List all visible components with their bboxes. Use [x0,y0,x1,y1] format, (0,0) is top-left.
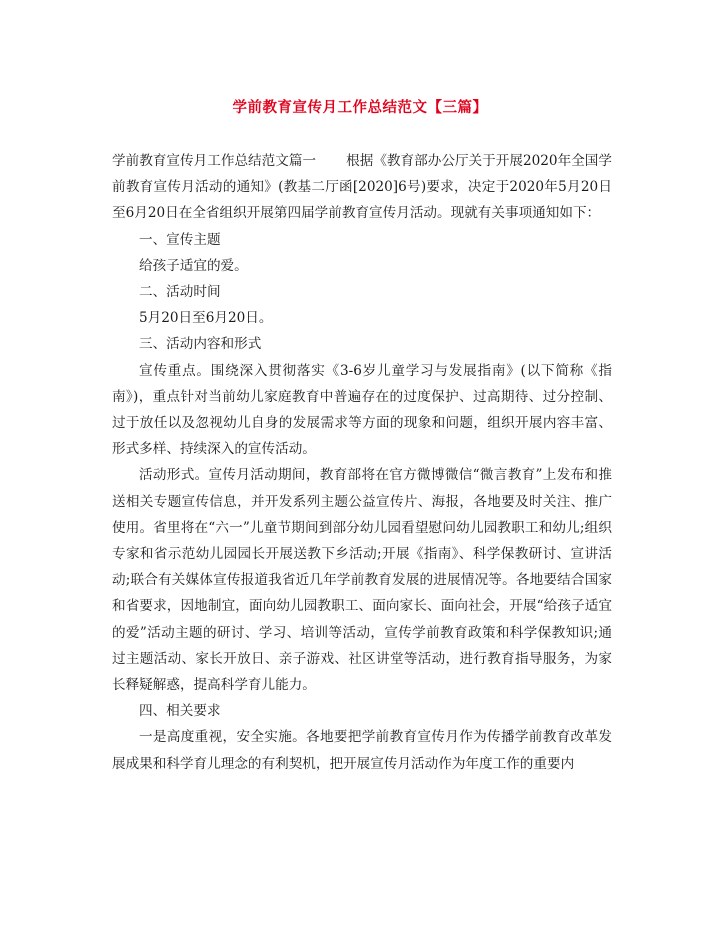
section1-heading: 一、宣传主题 [139,231,221,248]
section4-heading: 四、相关要求 [139,703,221,720]
intro-label: 学前教育宣传月工作总结范文篇一 [112,153,317,169]
document-title: 学前教育宣传月工作总结范文【三篇】 [232,99,488,116]
intro-text: 根据《教育部办公厅关于开展2020年全国学前教育宣传月活动的通知》(教基二厅函[2020]6号)要求，决定于2020年5月20日至6月20日在全省组织开展第四届学前教育宣传月活动。现就有关事项通知如下： [112,153,613,222]
document-body [112,148,612,777]
section2-text: 5月20日至6月20日。 [139,310,273,327]
section3-paragraph-1: 宣传重点。围绕深入贯彻落实《3-6岁儿童学习与发展指南》(以下简称《指南》)，重点针对当前幼儿家庭教育中普遍存在的过度保护、过高期待、过分控制、过于放任以及忽视幼儿自身的发展需求等方面的现象和问题，组织开展内容丰富、形式多样、持续深入的宣传活动。 [112,362,612,458]
section2-heading: 二、活动时间 [139,284,221,301]
section3-heading: 三、活动内容和形式 [139,336,262,353]
section4-paragraph-1: 一是高度重视，安全实施。各地要把学前教育宣传月作为传播学前教育改革发展成果和科学育儿理念的有利契机，把开展宣传月活动作为年度工作的重要内 [112,729,612,772]
section3-paragraph-2: 活动形式。宣传月活动期间，教育部将在官方微博微信“微言教育”上发布和推送相关专题宣传信息，并开发系列主题公益宣传片、海报，各地要及时关注、推广使用。省里将在“六一”儿童节期间到部分幼儿园看望慰问幼儿园教职工和幼儿;组织专家和省示范幼儿园园长开展送教下乡活动;开展《指南》、科学保教研讨、宣讲活动;联合有关媒体宣传报道我省近几年学前教育发展的进展情况等。各地要结合国家和省要求，因地制宜，面向幼儿园教职工、面向家长、面向社会，开展“给孩子适宜的爱”活动主题的研讨、学习、培训等活动，宣传学前教育政策和科学保教知识;通过主题活动、家长开放日、亲子游戏、社区讲堂等活动，进行教育指导服务，为家长释疑解惑，提高科学育儿能力。 [112,467,612,694]
section1-text: 给孩子适宜的爱。 [139,257,248,274]
intro-paragraph [112,148,612,227]
